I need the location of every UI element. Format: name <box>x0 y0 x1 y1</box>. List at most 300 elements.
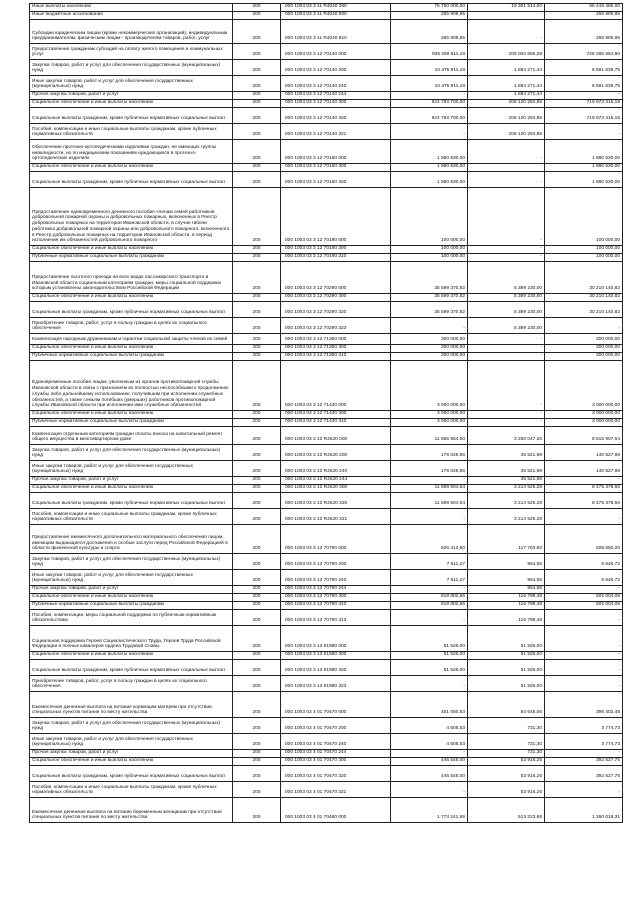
approved-amount-cell: - <box>391 124 468 140</box>
line-code-cell: 200 <box>233 798 281 823</box>
table-row <box>30 60 623 76</box>
line-code-cell: 200 <box>233 140 281 164</box>
approved-amount-cell: 1 980 630,00 <box>391 140 468 164</box>
expense-name-cell: Предоставление гражданам субсидий на оплату жилого помещения и коммунальных услуг <box>30 44 233 60</box>
unexecuted-amount-cell: 3 000 000,00 <box>545 411 623 419</box>
expense-name-cell: Социальное обеспечение и иные выплаты населению <box>30 758 233 766</box>
table-row <box>30 188 623 246</box>
line-code-cell: 200 <box>233 4 281 12</box>
table-row <box>30 294 623 302</box>
expense-name-cell: Социальное обеспечение и иные выплаты населению <box>30 594 233 602</box>
table-row <box>30 318 623 334</box>
table-row <box>30 345 623 353</box>
executed-amount-cell: 3 214 525,28 <box>468 509 545 525</box>
line-code-cell: 200 <box>233 246 281 254</box>
expense-name-cell: Пособия, компенсации и иные социальные выплаты гражданам, кроме публичных нормативных обязательств <box>30 509 233 525</box>
line-code-cell: 200 <box>233 108 281 124</box>
unexecuted-amount-cell: 502 004,08 <box>545 602 623 610</box>
table-row <box>30 461 623 477</box>
table-row <box>30 586 623 594</box>
line-code-cell: 200 <box>233 718 281 734</box>
table-row <box>30 676 623 692</box>
approved-amount-cell: 7 611,27 <box>391 570 468 586</box>
expense-name-cell: Обеспечение протезно-ортопедическими изделиями граждан, не имеющих группы инвалидности, но по медицинским показаниям нуждающихся в протезно-ортопедических изделиях <box>30 140 233 164</box>
executed-amount-cell: - <box>468 254 545 262</box>
executed-amount-cell: 5 389 230,00 <box>468 302 545 318</box>
line-code-cell: 200 <box>233 554 281 570</box>
expense-name-cell: Социальные выплаты гражданам, кроме публичных нормативных социальных выплат <box>30 172 233 188</box>
budget-classification-code-cell: 000 1003 03 3 13 51980 323 <box>281 676 391 692</box>
approved-amount-cell: - <box>391 318 468 334</box>
line-code-cell: 200 <box>233 493 281 509</box>
expense-name-cell: Иные закупки товаров, работ и услуг для обеспечения государственных (муниципальных) нужд <box>30 76 233 92</box>
table-row <box>30 610 623 626</box>
executed-amount-cell: 116 798,48 <box>468 610 545 626</box>
approved-amount-cell: 10 475 911,18 <box>391 60 468 76</box>
executed-amount-cell: - <box>468 188 545 246</box>
expense-name-cell: Закупка товаров, работ и услуг для обеспечения государственных (муниципальных) нужд <box>30 718 233 734</box>
unexecuted-amount-cell: 8 615 907,54 <box>545 427 623 445</box>
approved-amount-cell: 100 000,00 <box>391 188 468 246</box>
approved-amount-cell: 35 599 370,82 <box>391 262 468 294</box>
executed-amount-cell: 53 916,25 <box>468 766 545 782</box>
expense-name-cell: Пособия, компенсации и иные социальные выплаты гражданам, кроме публичных нормативных обязательств <box>30 124 233 140</box>
approved-amount-cell: 618 802,56 <box>391 602 468 610</box>
executed-amount-cell: 51 526,00 <box>468 660 545 676</box>
expense-name-cell: Приобретение товаров, работ, услуг в пользу граждан в целях их социального обеспечения <box>30 318 233 334</box>
approved-amount-cell: 4 505,53 <box>391 734 468 750</box>
expense-name-cell: Публичные нормативные социальные выплаты гражданам <box>30 602 233 610</box>
unexecuted-amount-cell: - <box>545 676 623 692</box>
table-row <box>30 419 623 427</box>
executed-amount-cell: 116 798,48 <box>468 602 545 610</box>
unexecuted-amount-cell: 1 260 018,31 <box>545 798 623 823</box>
approved-amount-cell: - <box>391 676 468 692</box>
unexecuted-amount-cell: 508 650,20 <box>545 525 623 554</box>
budget-classification-code-cell: 000 1003 03 4 01 70480 000 <box>281 798 391 823</box>
unexecuted-amount-cell: 502 004,08 <box>545 594 623 602</box>
budget-classification-code-cell: 000 1003 03 3 12 70290 320 <box>281 302 391 318</box>
line-code-cell: 200 <box>233 76 281 92</box>
unexecuted-amount-cell: - <box>545 750 623 758</box>
budget-classification-code-cell: 000 1003 03 3 13 70790 313 <box>281 610 391 626</box>
table-row <box>30 766 623 782</box>
line-code-cell: 200 <box>233 334 281 345</box>
unexecuted-amount-cell: 56 448 486,00 <box>545 4 623 12</box>
expense-name-cell: Компенсация отдельным категориям граждан оплаты взноса на капитальный ремонт общего имущества в многоквартирном доме <box>30 427 233 445</box>
expense-name-cell: Публичные нормативные социальные выплаты гражданам <box>30 419 233 427</box>
line-code-cell: 200 <box>233 318 281 334</box>
executed-amount-cell: 5 389 230,00 <box>468 318 545 334</box>
executed-amount-cell: - <box>468 20 545 44</box>
approved-amount-cell: - <box>391 610 468 626</box>
budget-classification-code-cell: 000 1003 03 4 01 70470 300 <box>281 758 391 766</box>
budget-classification-code-cell: 000 1003 03 3 12 70140 200 <box>281 60 391 76</box>
budget-classification-code-cell: 000 1003 03 3 11 R4040 810 <box>281 20 391 44</box>
unexecuted-amount-cell: 1 980 630,00 <box>545 140 623 164</box>
approved-amount-cell: 618 802,56 <box>391 594 468 602</box>
expense-name-cell: Приобретение товаров, работ, услуг в пользу граждан в целях их социального обеспечения <box>30 676 233 692</box>
budget-classification-code-cell: 000 1003 03 3 12 70190 300 <box>281 246 391 254</box>
approved-amount-cell: - <box>391 509 468 525</box>
approved-amount-cell: 4 505,53 <box>391 718 468 734</box>
executed-amount-cell: 54 648,05 <box>468 692 545 718</box>
budget-classification-code-cell: 000 1003 03 4 01 70470 240 <box>281 734 391 750</box>
budget-classification-code-cell: 000 1003 03 3 12 70140 320 <box>281 108 391 124</box>
approved-amount-cell: 3 000 000,00 <box>391 361 468 411</box>
executed-amount-cell: 208 004 656,29 <box>468 44 545 60</box>
approved-amount-cell: 11 865 954,50 <box>391 427 468 445</box>
table-row <box>30 594 623 602</box>
unexecuted-amount-cell: 719 673 415,15 <box>545 108 623 124</box>
line-code-cell: 200 <box>233 594 281 602</box>
unexecuted-amount-cell: 30 210 140,82 <box>545 294 623 302</box>
line-code-cell: 200 <box>233 100 281 108</box>
approved-amount-cell: 10 475 911,18 <box>391 76 468 92</box>
budget-classification-code-cell: 000 1003 03 3 13 70790 310 <box>281 602 391 610</box>
budget-classification-code-cell: 000 1003 03 3 12 R4620 000 <box>281 427 391 445</box>
line-code-cell: 200 <box>233 586 281 594</box>
executed-amount-cell: 117 763,60 <box>468 525 545 554</box>
approved-amount-cell: 75 750 000,00 <box>391 4 468 12</box>
approved-amount-cell: 924 793 700,00 <box>391 100 468 108</box>
expense-name-cell: Социальное обеспечение и иные выплаты населению <box>30 294 233 302</box>
budget-report-sheet <box>29 3 622 823</box>
unexecuted-amount-cell: 300 000,00 <box>545 334 623 345</box>
line-code-cell: 200 <box>233 92 281 100</box>
budget-classification-code-cell: 000 1003 03 3 12 71430 000 <box>281 361 391 411</box>
budget-classification-code-cell: 000 1003 03 3 13 70790 200 <box>281 554 391 570</box>
approved-amount-cell: 1 773 241,99 <box>391 798 468 823</box>
budget-classification-code-cell: 000 1003 03 3 12 R4620 240 <box>281 461 391 477</box>
unexecuted-amount-cell: 8 475 379,56 <box>545 493 623 509</box>
line-code-cell: 200 <box>233 262 281 294</box>
budget-classification-code-cell: 000 1003 03 3 11 R4040 800 <box>281 12 391 20</box>
expense-name-cell: Предоставление единовременного денежного пособия членам семей работников добровольной пожарной охраны и добровольных пожарных, включенных в Реестр добровольных пожарных на территории Ивановской области, в случае гибели работника добровольной пожарной охраны или добровольного пожарного, включенного в Реестр добровольных пожарных на территории Ивановской области, в период исполнения им обязанностей добровольного пожарного <box>30 188 233 246</box>
approved-amount-cell: 1 980 630,00 <box>391 164 468 172</box>
unexecuted-amount-cell: 265 909,95 <box>545 12 623 20</box>
unexecuted-amount-cell: - <box>545 92 623 100</box>
table-row <box>30 124 623 140</box>
line-code-cell: 200 <box>233 188 281 246</box>
budget-classification-code-cell: 000 1003 03 3 12 70140 000 <box>281 44 391 60</box>
expense-name-cell: Предоставление ежемесячного дополнительного материального обеспечения лицам, имеющим выдающиеся достижения и особые заслуги перед Российской Федерацией в области физической культуры и спорта <box>30 525 233 554</box>
budget-classification-code-cell: 000 1003 03 3 12 70140 300 <box>281 100 391 108</box>
expense-name-cell: Пособия, компенсации, меры социальной поддержки по публичным нормативным обязательствам <box>30 610 233 626</box>
executed-amount-cell: 964,55 <box>468 586 545 594</box>
approved-amount-cell: 100 000,00 <box>391 246 468 254</box>
table-body <box>30 4 623 823</box>
table-row <box>30 334 623 345</box>
budget-classification-code-cell: 000 1003 03 3 12 R4620 300 <box>281 485 391 493</box>
approved-amount-cell: - <box>391 477 468 485</box>
approved-amount-cell: 3 000 000,00 <box>391 419 468 427</box>
expense-name-cell: Социальная поддержка Героев Социалистического Труда, Героев Труда Российской Федерации и полных кавалеров ордена Трудовой Славы <box>30 626 233 652</box>
line-code-cell: 200 <box>233 676 281 692</box>
table-row <box>30 302 623 318</box>
expense-name-cell: Социальное обеспечение и иные выплаты населению <box>30 100 233 108</box>
unexecuted-amount-cell: 6 646,72 <box>545 554 623 570</box>
expense-name-cell: Иные бюджетные ассигнования <box>30 12 233 20</box>
expense-name-cell: Пособия, компенсации и иные социальные выплаты гражданам, кроме публичных нормативных обязательств <box>30 782 233 798</box>
executed-amount-cell: 1 884 271,44 <box>468 92 545 100</box>
line-code-cell: 200 <box>233 652 281 660</box>
approved-amount-cell: 446 545,00 <box>391 766 468 782</box>
executed-amount-cell: - <box>468 334 545 345</box>
line-code-cell: 200 <box>233 172 281 188</box>
line-code-cell: 200 <box>233 660 281 676</box>
approved-amount-cell: 35 599 370,82 <box>391 294 468 302</box>
table-row <box>30 626 623 652</box>
approved-amount-cell: 446 545,00 <box>391 758 468 766</box>
executed-amount-cell: 513 223,68 <box>468 798 545 823</box>
unexecuted-amount-cell: 140 527,98 <box>545 445 623 461</box>
expense-name-cell: Социальное обеспечение и иные выплаты населению <box>30 652 233 660</box>
executed-amount-cell: 964,55 <box>468 570 545 586</box>
expense-name-cell: Закупка товаров, работ и услуг для обеспечения государственных (муниципальных) нужд <box>30 445 233 461</box>
unexecuted-amount-cell: 140 527,98 <box>545 461 623 477</box>
table-row <box>30 758 623 766</box>
table-row <box>30 718 623 734</box>
budget-classification-code-cell: 000 1003 03 3 12 R4620 320 <box>281 493 391 509</box>
line-code-cell: 200 <box>233 610 281 626</box>
table-row <box>30 602 623 610</box>
line-code-cell: 200 <box>233 44 281 60</box>
table-row <box>30 246 623 254</box>
budget-classification-code-cell: 000 1003 03 3 13 70790 000 <box>281 525 391 554</box>
executed-amount-cell: 51 526,00 <box>468 652 545 660</box>
table-row <box>30 570 623 586</box>
expense-name-cell: Социальное обеспечение и иные выплаты населению <box>30 485 233 493</box>
executed-amount-cell: 964,55 <box>468 554 545 570</box>
line-code-cell: 200 <box>233 20 281 44</box>
line-code-cell: 200 <box>233 692 281 718</box>
table-row <box>30 172 623 188</box>
budget-classification-code-cell: 000 1003 03 4 01 70470 321 <box>281 782 391 798</box>
executed-amount-cell: - <box>468 164 545 172</box>
approved-amount-cell: 300 000,00 <box>391 334 468 345</box>
budget-classification-code-cell: 000 1003 03 3 12 71350 000 <box>281 334 391 345</box>
budget-classification-code-cell: 000 1003 03 4 01 70470 320 <box>281 766 391 782</box>
table-row <box>30 262 623 294</box>
line-code-cell: 200 <box>233 525 281 554</box>
executed-amount-cell: 731,30 <box>468 750 545 758</box>
expense-name-cell: Компенсация народным дружинникам и гарантии социальной защиты членов их семей <box>30 334 233 345</box>
expense-name-cell: Ежемесячная денежная выплата на питание беременным женщинам при отсутствии специальных пунктов питания по месту жительства <box>30 798 233 823</box>
expense-name-cell: Единовременные пособия лицам, уволенным из органов противопожарной службы Ивановской области в связи с признанием их полностью неспособными к продолжению службы либо дальнейшему использованию, получившим при исполнении служебных обязанностей, а также семьям погибших (умерших) работников противопожарной службы Ивановской области при исполнении ими служебных обязанностей <box>30 361 233 411</box>
line-code-cell: 200 <box>233 254 281 262</box>
budget-classification-code-cell: 000 1003 03 3 12 R4620 321 <box>281 509 391 525</box>
expense-name-cell: Социальные выплаты гражданам, кроме публичных нормативных социальных выплат <box>30 766 233 782</box>
line-code-cell: 200 <box>233 60 281 76</box>
table-row <box>30 108 623 124</box>
approved-amount-cell: 451 050,53 <box>391 692 468 718</box>
expense-name-cell: Иные выплаты населению <box>30 4 233 12</box>
unexecuted-amount-cell: - <box>545 782 623 798</box>
expense-name-cell: Социальные выплаты гражданам, кроме публичных нормативных социальных выплат <box>30 108 233 124</box>
approved-amount-cell: - <box>391 750 468 758</box>
budget-classification-code-cell: 000 1003 03 4 01 70470 200 <box>281 718 391 734</box>
executed-amount-cell: 51 526,00 <box>468 626 545 652</box>
executed-amount-cell: 116 798,48 <box>468 594 545 602</box>
budget-classification-code-cell: 000 1003 03 3 12 70190 310 <box>281 254 391 262</box>
line-code-cell: 200 <box>233 461 281 477</box>
expense-name-cell: Социальное обеспечение и иные выплаты населению <box>30 164 233 172</box>
expense-name-cell: Прочая закупка товаров, работ и услуг <box>30 586 233 594</box>
expense-name-cell: Иные закупки товаров, работ и услуг для обеспечения государственных (муниципальных) нужд <box>30 734 233 750</box>
expense-name-cell: Социальное обеспечение и иные выплаты населению <box>30 246 233 254</box>
executed-amount-cell: 206 120 284,85 <box>468 108 545 124</box>
executed-amount-cell: - <box>468 419 545 427</box>
line-code-cell: 200 <box>233 164 281 172</box>
expense-name-cell: Социальное обеспечение и иные выплаты населению <box>30 345 233 353</box>
table-row <box>30 427 623 445</box>
unexecuted-amount-cell: - <box>545 124 623 140</box>
expense-name-cell: Субсидии юридическим лицам (кроме некоммерческих организаций), индивидуальным предпринимателям, физическим лицам - производителям товаров, работ, услуг <box>30 20 233 44</box>
approved-amount-cell: 176 049,96 <box>391 461 468 477</box>
budget-classification-code-cell: 000 1003 03 3 12 70140 321 <box>281 124 391 140</box>
executed-amount-cell: - <box>468 361 545 411</box>
executed-amount-cell: 5 389 230,00 <box>468 294 545 302</box>
unexecuted-amount-cell: - <box>545 318 623 334</box>
executed-amount-cell: 51 526,00 <box>468 676 545 692</box>
budget-classification-code-cell: 000 1003 03 3 12 70290 000 <box>281 262 391 294</box>
unexecuted-amount-cell: 728 265 654,90 <box>545 44 623 60</box>
expense-name-cell: Прочая закупка товаров, работ и услуг <box>30 92 233 100</box>
table-row <box>30 782 623 798</box>
unexecuted-amount-cell: 265 909,95 <box>545 20 623 44</box>
budget-classification-code-cell: 000 1003 03 3 13 51980 000 <box>281 626 391 652</box>
line-code-cell: 200 <box>233 477 281 485</box>
budget-classification-code-cell: 000 1003 03 3 12 70140 240 <box>281 76 391 92</box>
approved-amount-cell: 11 689 904,54 <box>391 485 468 493</box>
executed-amount-cell: 35 521,98 <box>468 477 545 485</box>
line-code-cell: 200 <box>233 570 281 586</box>
line-code-cell: 200 <box>233 602 281 610</box>
table-row <box>30 100 623 108</box>
budget-classification-code-cell: 000 1003 03 3 12 R4620 244 <box>281 477 391 485</box>
executed-amount-cell: 3 214 525,28 <box>468 493 545 509</box>
table-row <box>30 734 623 750</box>
line-code-cell: 200 <box>233 345 281 353</box>
table-row <box>30 140 623 164</box>
unexecuted-amount-cell: - <box>545 477 623 485</box>
executed-amount-cell: 206 120 284,85 <box>468 124 545 140</box>
executed-amount-cell: 731,30 <box>468 734 545 750</box>
budget-classification-code-cell: 000 1003 03 3 12 71350 310 <box>281 353 391 361</box>
unexecuted-amount-cell: 719 673 415,15 <box>545 100 623 108</box>
table-row <box>30 353 623 361</box>
table-row <box>30 254 623 262</box>
table-row <box>30 485 623 493</box>
approved-amount-cell: 265 909,95 <box>391 12 468 20</box>
line-code-cell: 200 <box>233 294 281 302</box>
executed-amount-cell: - <box>468 246 545 254</box>
executed-amount-cell: - <box>468 140 545 164</box>
approved-amount-cell: 626 413,80 <box>391 525 468 554</box>
approved-amount-cell: 100 000,00 <box>391 254 468 262</box>
table-row <box>30 692 623 718</box>
executed-amount-cell: 206 120 284,85 <box>468 100 545 108</box>
line-code-cell: 200 <box>233 766 281 782</box>
line-code-cell: 200 <box>233 734 281 750</box>
executed-amount-cell: 1 884 271,44 <box>468 60 545 76</box>
executed-amount-cell: 35 521,98 <box>468 461 545 477</box>
budget-classification-code-cell: 000 1003 03 4 01 70470 244 <box>281 750 391 758</box>
budget-expenditure-table <box>29 3 623 823</box>
approved-amount-cell: 924 793 700,00 <box>391 108 468 124</box>
approved-amount-cell: 11 689 904,54 <box>391 493 468 509</box>
table-row <box>30 76 623 92</box>
approved-amount-cell: 935 269 611,18 <box>391 44 468 60</box>
unexecuted-amount-cell: 6 646,72 <box>545 570 623 586</box>
budget-classification-code-cell: 000 1003 03 3 13 51980 300 <box>281 652 391 660</box>
approved-amount-cell: 176 049,96 <box>391 445 468 461</box>
expense-name-cell: Иные закупки товаров, работ и услуг для обеспечения государственных (муниципальных) нужд <box>30 461 233 477</box>
unexecuted-amount-cell: 1 980 630,00 <box>545 164 623 172</box>
approved-amount-cell: 265 909,95 <box>391 20 468 44</box>
table-row <box>30 12 623 20</box>
budget-classification-code-cell: 000 1003 03 3 13 51980 320 <box>281 660 391 676</box>
executed-amount-cell: - <box>468 12 545 20</box>
expense-name-cell: Прочая закупка товаров, работ и услуг <box>30 750 233 758</box>
unexecuted-amount-cell: 100 000,00 <box>545 246 623 254</box>
budget-classification-code-cell: 000 1003 03 3 12 70290 300 <box>281 294 391 302</box>
approved-amount-cell: 300 000,00 <box>391 345 468 353</box>
approved-amount-cell: - <box>391 586 468 594</box>
executed-amount-cell: 35 521,98 <box>468 445 545 461</box>
unexecuted-amount-cell: - <box>545 610 623 626</box>
executed-amount-cell: 19 301 514,00 <box>468 4 545 12</box>
table-row <box>30 361 623 411</box>
line-code-cell: 200 <box>233 353 281 361</box>
expense-name-cell: Публичные нормативные социальные выплаты гражданам <box>30 254 233 262</box>
unexecuted-amount-cell: 392 627,75 <box>545 766 623 782</box>
executed-amount-cell: - <box>468 411 545 419</box>
expense-name-cell: Публичные нормативные социальные выплаты гражданам <box>30 353 233 361</box>
executed-amount-cell: - <box>468 345 545 353</box>
unexecuted-amount-cell: 3 774,73 <box>545 734 623 750</box>
table-row <box>30 750 623 758</box>
budget-classification-code-cell: 000 1003 03 3 12 71430 310 <box>281 419 391 427</box>
unexecuted-amount-cell: - <box>545 509 623 525</box>
table-row <box>30 652 623 660</box>
unexecuted-amount-cell: 8 591 639,75 <box>545 76 623 92</box>
unexecuted-amount-cell: 100 000,00 <box>545 254 623 262</box>
table-row <box>30 525 623 554</box>
executed-amount-cell: 3 250 047,26 <box>468 427 545 445</box>
expense-name-cell: Закупка товаров, работ и услуг для обеспечения государственных (муниципальных) нужд <box>30 554 233 570</box>
table-row <box>30 660 623 676</box>
budget-classification-code-cell: 000 1003 03 3 12 70160 300 <box>281 164 391 172</box>
executed-amount-cell: 731,30 <box>468 718 545 734</box>
budget-classification-code-cell: 000 1003 03 3 13 70790 300 <box>281 594 391 602</box>
unexecuted-amount-cell: 300 000,00 <box>545 353 623 361</box>
line-code-cell: 200 <box>233 419 281 427</box>
expense-name-cell: Социальные выплаты гражданам, кроме публичных нормативных социальных выплат <box>30 302 233 318</box>
budget-classification-code-cell: 000 1003 03 3 12 70140 244 <box>281 92 391 100</box>
table-row <box>30 477 623 485</box>
expense-name-cell: Социальное обеспечение и иные выплаты населению <box>30 411 233 419</box>
table-row <box>30 445 623 461</box>
budget-classification-code-cell: 000 1003 03 3 13 70790 240 <box>281 570 391 586</box>
approved-amount-cell: 3 000 000,00 <box>391 411 468 419</box>
budget-classification-code-cell: 000 1003 03 3 12 70160 320 <box>281 172 391 188</box>
unexecuted-amount-cell: - <box>545 660 623 676</box>
executed-amount-cell: - <box>468 172 545 188</box>
expense-name-cell: Социальные выплаты гражданам, кроме публичных нормативных социальных выплат <box>30 660 233 676</box>
unexecuted-amount-cell: 30 210 140,82 <box>545 302 623 318</box>
